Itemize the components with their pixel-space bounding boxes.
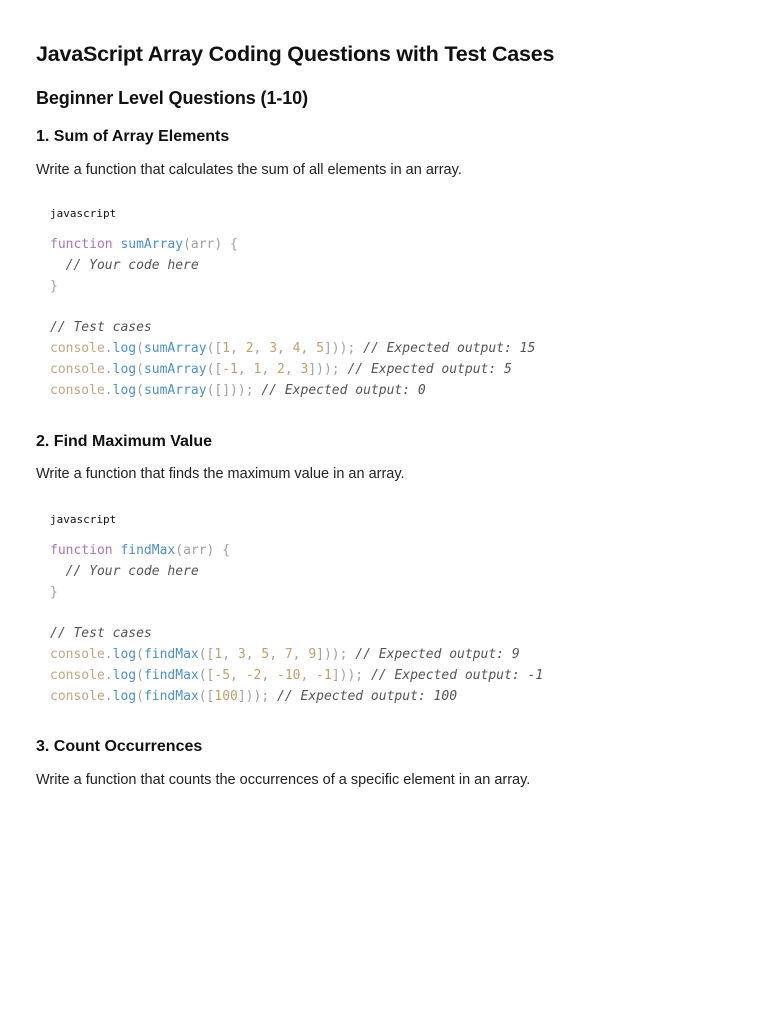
code-token: findMax — [120, 543, 176, 558]
code-token: , — [237, 361, 254, 377]
code-token: 1 — [253, 361, 262, 377]
code-line — [50, 339, 535, 360]
code-token: // Expected output: 15 — [363, 340, 536, 356]
code-token: findMax — [143, 688, 199, 704]
code-token: 7 — [284, 646, 293, 662]
code-token: ])); — [237, 688, 278, 704]
code-token: log — [112, 646, 137, 662]
code-token: ([ — [198, 688, 215, 704]
code-token: . — [104, 382, 113, 398]
code-token: log — [112, 361, 137, 377]
code-token: , — [230, 667, 246, 683]
code-token: console — [50, 382, 105, 398]
code-token: 4 — [292, 340, 301, 356]
code-token: ([ — [198, 646, 215, 662]
code-token: sumArray — [143, 340, 207, 356]
code-token: } — [50, 278, 58, 294]
code-token: -2 — [245, 667, 262, 683]
section-heading: Beginner Level Questions (1-10) — [36, 88, 308, 108]
code-token: // Expected output: 5 — [347, 361, 512, 377]
code-token: . — [104, 340, 113, 356]
code-token: ( — [136, 667, 144, 683]
code-token: // Expected output: 0 — [261, 382, 426, 398]
page-title: JavaScript Array Coding Questions with Test Cases — [36, 42, 555, 66]
code-token: // Your code here — [50, 257, 199, 273]
code-token: , — [253, 340, 270, 356]
code-token: , — [245, 646, 262, 662]
code-token: , — [284, 361, 301, 377]
code-line — [50, 583, 543, 604]
code-token: -1 — [316, 667, 332, 683]
code-line — [50, 666, 543, 687]
code-token: // Expected output: -1 — [370, 667, 544, 683]
code-token: 3 — [269, 340, 278, 356]
code-token: ])); — [331, 667, 371, 683]
code-line — [50, 603, 543, 624]
code-token: // Expected output: 100 — [277, 688, 458, 704]
code-token: // Test cases — [50, 320, 152, 336]
code-token: // Expected output: 9 — [355, 646, 520, 662]
code-token: log — [112, 688, 137, 704]
code-token: , — [300, 667, 317, 683]
code-token: findMax — [143, 667, 199, 683]
code-token: sumArray — [143, 382, 207, 398]
code-token: 100 — [214, 688, 238, 704]
code-token: console — [50, 646, 105, 662]
code-token: sumArray — [120, 237, 184, 252]
question-3-description: Write a function that counts the occurrences of a specific element in an array. — [36, 772, 531, 788]
code-token: -1 — [222, 361, 238, 377]
code-token: . — [104, 361, 113, 377]
code-token: 2 — [277, 361, 285, 377]
question-1-code-language: javascript — [50, 207, 117, 220]
code-token: , — [269, 646, 285, 662]
code-token: log — [112, 667, 137, 683]
code-token: 9 — [308, 646, 317, 662]
code-token: console — [50, 340, 105, 356]
code-token: log — [112, 340, 137, 356]
question-2-code-block — [50, 541, 543, 707]
code-token: // Your code here — [50, 563, 199, 579]
code-token: console — [50, 667, 105, 683]
code-token: , — [300, 340, 317, 356]
code-token: . — [104, 646, 113, 662]
code-line — [50, 687, 543, 708]
code-token: 2 — [245, 340, 254, 356]
code-token: console — [50, 688, 105, 704]
question-2-heading: 2. Find Maximum Value — [36, 433, 213, 450]
code-token: , — [261, 361, 278, 377]
code-line — [50, 277, 535, 298]
question-2-code-language: javascript — [50, 513, 117, 526]
code-token: ( — [136, 361, 144, 377]
code-token: 5 — [261, 646, 270, 662]
code-token: 1 — [222, 340, 231, 356]
question-3-heading: 3. Count Occurrences — [36, 738, 203, 755]
code-token: ([ — [206, 361, 223, 377]
code-line — [50, 645, 543, 666]
code-line — [50, 235, 535, 256]
code-line — [50, 624, 543, 645]
code-token: 3 — [237, 646, 246, 662]
code-token: -5 — [214, 667, 231, 683]
code-line — [50, 562, 543, 583]
code-token: function — [50, 237, 113, 252]
code-line — [50, 297, 535, 318]
code-token: ])); — [316, 646, 356, 662]
question-1-heading: 1. Sum of Array Elements — [36, 128, 230, 145]
code-token: 3 — [300, 361, 309, 377]
code-token: , — [261, 667, 278, 683]
code-token: ])); — [323, 340, 364, 356]
code-token: ( — [136, 382, 144, 398]
code-line — [50, 381, 535, 402]
question-2-description: Write a function that finds the maximum value in an array. — [36, 466, 405, 482]
code-token: function — [50, 543, 113, 558]
code-token: -10 — [277, 667, 301, 683]
code-token: , — [277, 340, 293, 356]
code-line — [50, 256, 535, 277]
code-token: ( — [136, 688, 144, 704]
code-token: (arr) { — [175, 543, 231, 558]
code-line — [50, 541, 543, 562]
code-token: 5 — [316, 340, 324, 356]
code-token: // Test cases — [50, 626, 152, 642]
code-token: 1 — [214, 646, 223, 662]
code-line — [50, 318, 535, 339]
code-token: sumArray — [143, 361, 207, 377]
code-token: , — [292, 646, 309, 662]
code-token: ([])); — [206, 382, 262, 398]
code-token: log — [112, 382, 137, 398]
code-token: ( — [136, 340, 144, 356]
code-token: findMax — [143, 646, 199, 662]
code-token: , — [230, 340, 246, 356]
code-token: ])); — [308, 361, 348, 377]
code-token: . — [104, 667, 113, 683]
code-token: ([ — [206, 340, 223, 356]
code-token: , — [222, 646, 238, 662]
code-token: ([ — [198, 667, 215, 683]
code-token: (arr) { — [183, 237, 238, 252]
code-token: } — [50, 584, 58, 600]
code-token: console — [50, 361, 105, 377]
code-token: . — [104, 688, 113, 704]
code-token: ( — [136, 646, 144, 662]
code-line — [50, 360, 535, 381]
question-1-code-block — [50, 235, 535, 401]
question-1-description: Write a function that calculates the sum of all elements in an array. — [36, 162, 462, 178]
